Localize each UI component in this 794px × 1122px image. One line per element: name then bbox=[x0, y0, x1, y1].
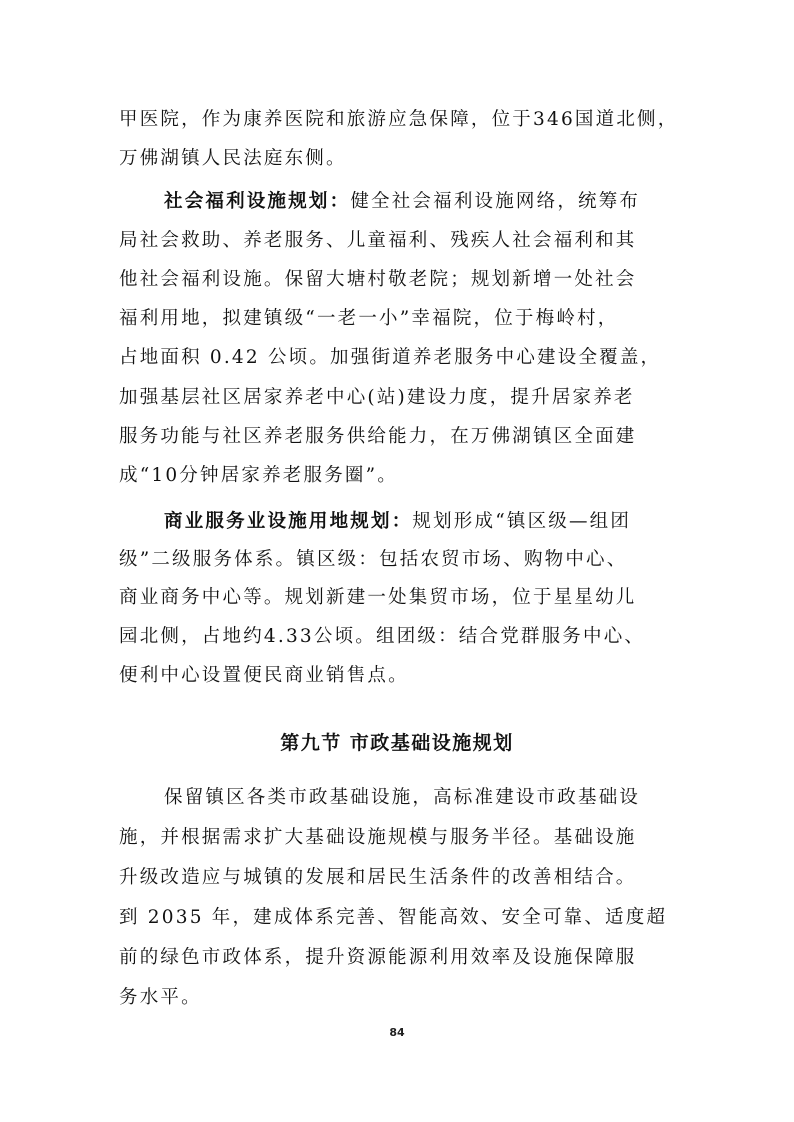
text-line: 占地面积 0.42 公顷。加强街道养老服务中心建设全覆盖， bbox=[119, 347, 662, 368]
text-line: 保留镇区各类市政基础设施，高标准建设市政基础设 bbox=[164, 787, 641, 808]
text-line: 商业商务中心等。规划新建一处集贸市场，位于星星幼儿 bbox=[119, 587, 637, 608]
text-line: 局社会救助、养老服务、儿童福利、残疾人社会福利和其 bbox=[119, 230, 637, 251]
text-line: 便利中心设置便民商业销售点。 bbox=[119, 665, 409, 686]
text-line: 升级改造应与城镇的发展和居民生活条件的改善相结合。 bbox=[119, 867, 637, 888]
text-line: 施，并根据需求扩大基础设施规模与服务半径。基础设施 bbox=[119, 827, 637, 848]
text-line: 甲医院，作为康养医院和旅游应急保障，位于346国道北侧， bbox=[119, 109, 679, 130]
paragraph-lead: 社会福利设施规划： bbox=[164, 191, 351, 212]
text-line: 园北侧，占地约4.33公顷。组团级：结合党群服务中心、 bbox=[119, 626, 646, 647]
paragraph-first-line bbox=[164, 510, 631, 534]
paragraph-text: 规划形成“镇区级—组团 bbox=[412, 511, 632, 532]
paragraph-first-line bbox=[164, 190, 640, 214]
section-heading: 第九节 市政基础设施规划 bbox=[280, 732, 514, 754]
text-line: 加强基层社区居家养老中心(站)建设力度，提升居家养老 bbox=[119, 387, 635, 408]
paragraph-lead: 商业服务业设施用地规划： bbox=[164, 511, 413, 532]
text-line: 务水平。 bbox=[119, 987, 202, 1008]
text-line: 到 2035 年，建成体系完善、智能高效、安全可靠、适度超 bbox=[119, 907, 668, 928]
text-line: 前的绿色市政体系，提升资源能源利用效率及设施保障服 bbox=[119, 947, 637, 968]
text-line: 他社会福利设施。保留大塘村敬老院；规划新增一处社会 bbox=[119, 269, 637, 290]
text-line: 服务功能与社区养老服务供给能力，在万佛湖镇区全面建 bbox=[119, 426, 637, 447]
text-line: 福利用地，拟建镇级“一老一小”幸福院，位于梅岭村， bbox=[119, 308, 619, 329]
text-line: 级”二级服务体系。镇区级：包括农贸市场、购物中心、 bbox=[119, 549, 628, 570]
paragraph-text: 健全社会福利设施网络，统筹布 bbox=[350, 191, 641, 212]
text-line: 万佛湖镇人民法庭东侧。 bbox=[119, 148, 347, 169]
text-line: 成“10分钟居家养老服务圈”。 bbox=[119, 465, 398, 486]
page-number: 84 bbox=[389, 1026, 405, 1039]
